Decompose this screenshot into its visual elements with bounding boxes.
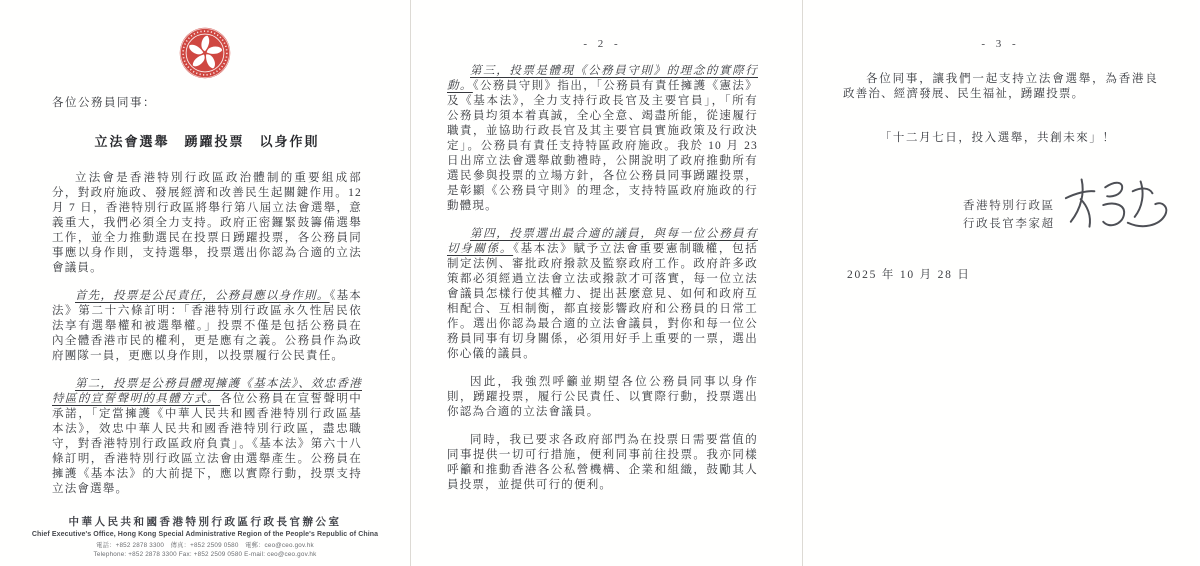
- paragraph-text: 同時，我已要求各政府部門為在投票日需要當值的同事提供一切可行措施，便利同事前往投票。我亦同樣呼籲和推動香港各公私營機構、企業和組織，鼓勵其人員投票，並提供可行的便利。: [447, 434, 758, 491]
- page3-body: [843, 72, 1158, 102]
- contact-line-en: Telephone: +852 2878 3300 Fax: +852 2509 0580 E-mail: ceo@ceo.gov.hk: [93, 551, 317, 558]
- paragraph: [447, 227, 758, 362]
- paragraph-text: 各位公務員在宣誓聲明中承諾，「定當擁護《中華人民共和國香港特別行政區基本法》，效忠中華人民共和國香港特別行政區，盡忠職守，對香港特別行政區政府負責」。《基本法》第六十八條訂明，香港特別行政區立法會由選舉產生。公務員在擁護《基本法》的大前提下，應以實際行動，投票支持立法會選舉。: [52, 393, 362, 495]
- signature-title: 行政長官李家超: [963, 218, 1055, 230]
- letter-page-2: [411, 0, 803, 566]
- salutation: 各位公務員同事：: [52, 97, 156, 109]
- signature-block: [963, 197, 1055, 233]
- ceo-handwritten-signature-icon: [1058, 172, 1176, 244]
- page-number: - 3 -: [981, 38, 1020, 50]
- page-number: - 2 -: [583, 38, 622, 50]
- emblem-container: [0, 0, 410, 85]
- letter-page-1: [0, 0, 411, 566]
- hksar-emblem-icon: [178, 26, 232, 80]
- paragraph: [52, 377, 362, 497]
- paragraph-text: 《基本法》賦予立法會重要憲制職權，包括制定法例、審批政府撥款及監察政府工作。政府許多政策都必須經過立法會立法或撥款才可落實，每一位立法會議員怎樣行使其權力、提出甚麼意見、如何和政府互相配合、互相制衡，都直接影響政府和公務員的日常工作。選出你認為最合適的立法會議員，對你和每一位公務員同事有切身關係，必須用好手上重要的一票，選出你心儀的議員。: [447, 243, 758, 360]
- paragraph: [447, 64, 758, 214]
- paragraph: [447, 375, 758, 420]
- paragraph-text: 《公務員守則》指出，「公務員有責任擁護《憲法》及《基本法》，全力支持行政長官及主要官員」，「所有公務員均須本着真誠，全心全意、竭盡所能，從速履行職責，並協助行政長官及其主要官員實施政策及行政決定」。公務員有責任支持特區政府施政。我於 10 月 23 日出席立法會選舉啟動禮時，公開說明了政府推動所有選民參與投票的立場方針，各位公務員同事踴躍投票，是彰顯《公務員守則》的理念，支持特區政府施政的行動體現。: [447, 80, 758, 212]
- letter-date: 2025 年 10 月 28 日: [847, 269, 971, 281]
- paragraph-text: 《基本法》第二十六條訂明：「香港特別行政區永久性居民依法享有選舉權和被選舉權。」投票不僅是包括公務員在內全體香港市民的權利，更是應有之義。公務員作為政府團隊一員，更應以身作則，以投票履行公民責任。: [52, 290, 363, 362]
- page1-body: [52, 171, 362, 497]
- paragraph-text: 立法會是香港特別行政區政治體制的重要組成部分，對政府施政、發展經濟和改善民生起關鍵作用。12 月 7 日，香港特別行政區將舉行第八屆立法會選舉，意義重大，我們必須全力支持。政府正密鑼緊鼓籌備選舉工作，並全力推動選民在投票日踴躍投票，各公務員同事應以身作則，支持選舉，投票選出你認為合適的立法會議員。: [52, 172, 362, 274]
- paragraph: [447, 433, 758, 493]
- paragraph: [52, 289, 362, 364]
- letter-page-3: [803, 0, 1198, 566]
- office-name-en: Chief Executive's Office, Hong Kong Special Administrative Region of the People's Republic of China: [31, 531, 379, 538]
- underlined-lead: 第三，投票是體現《公務員守則》的理念的實際行動。: [447, 65, 758, 92]
- campaign-slogan: 「十二月七日，投入選舉，共創未來」！: [879, 132, 1116, 144]
- paragraph-text: 因此，我強烈呼籲並期望各位公務員同事以身作則，踴躍投票，履行公民責任、以實際行動，投票選出你認為合適的立法會議員。: [447, 376, 758, 418]
- office-name-zh: 中華人民共和國香港特別行政區行政長官辦公室: [68, 517, 342, 528]
- underlined-lead: 首先，投票是公民責任，公務員應以身作則。: [75, 290, 330, 302]
- contact-line-zh: 電話：+852 2878 3300 傳真：+852 2509 0580 電郵：ceo@ceo.gov.hk: [96, 542, 314, 549]
- signature-org: 香港特別行政區: [963, 200, 1055, 212]
- paragraph: [843, 72, 1158, 102]
- paragraph-text: 各位同事，讓我們一起支持立法會選舉，為香港良政善治、經濟發展、民生福祉，踴躍投票。: [843, 73, 1158, 100]
- paragraph: [52, 171, 362, 276]
- underlined-lead: 第四，投票選出最合適的議員，與每一位公務員有切身關係。: [447, 228, 758, 255]
- letter-title: 立法會選舉 踴躍投票 以身作則: [94, 134, 320, 149]
- underlined-lead: 第二，投票是公務員體現擁護《基本法》、效忠香港特區的宣誓聲明的具體方式。: [52, 378, 362, 405]
- page2-body: [447, 64, 758, 493]
- letterhead-footer: [0, 514, 410, 558]
